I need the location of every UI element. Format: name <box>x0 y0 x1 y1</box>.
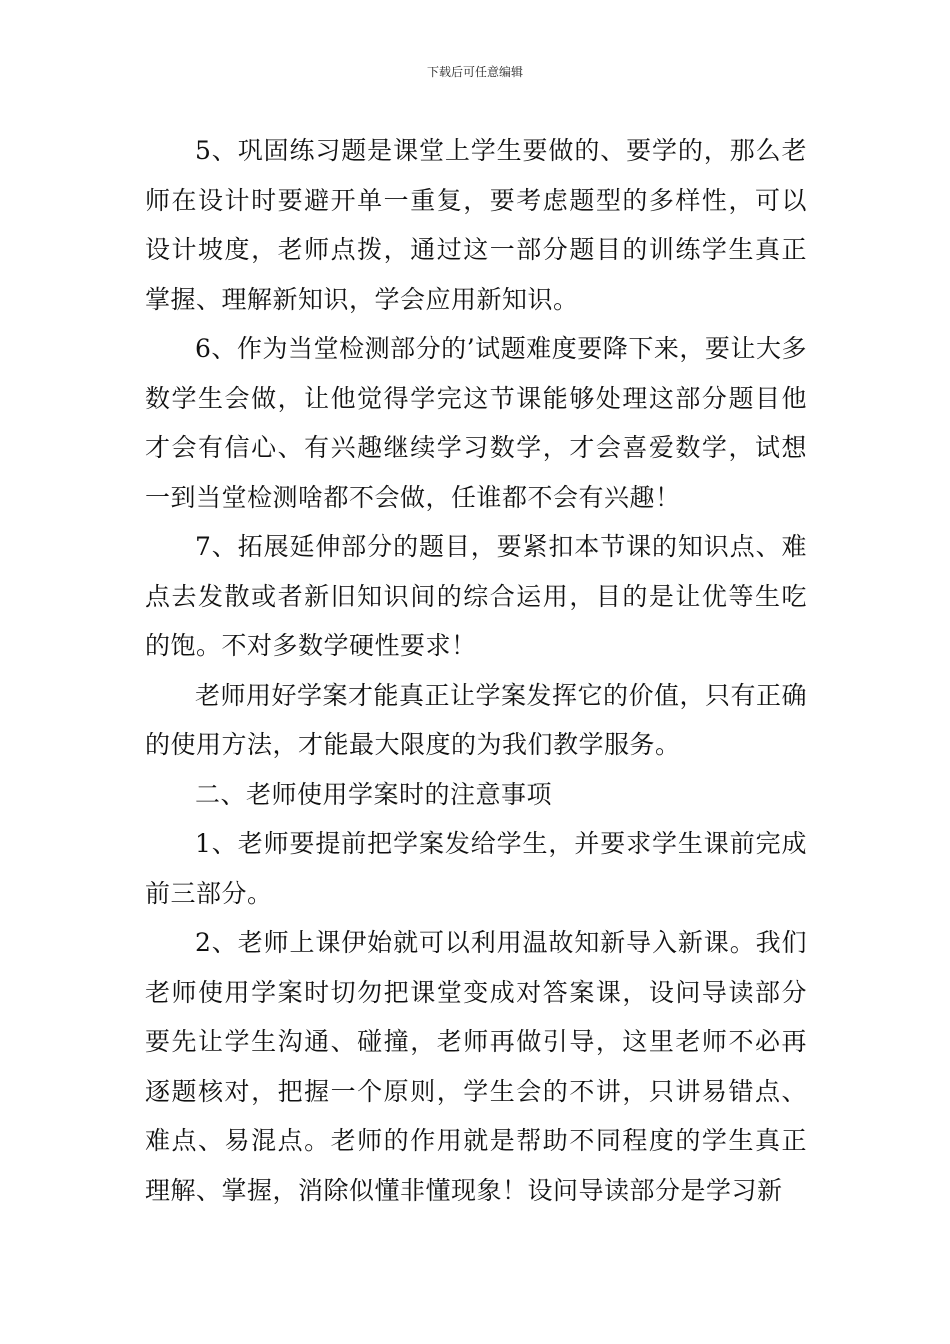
paragraph-summary: 老师用好学案才能真正让学案发挥它的价值，只有正确的使用方法，才能最大限度的为我们教学服务。 <box>145 680 808 759</box>
paragraph-note-1: 1、老师要提前把学案发给学生，并要求学生课前完成前三部分。 <box>145 829 807 908</box>
section-heading: 二、老师使用学案时的注意事项 <box>195 779 553 809</box>
paragraph-item-6: 6、作为当堂检测部分的’试题难度要降下来，要让大多数学生会做，让他觉得学完这节课能够处理这部分题目他才会有信心、有兴趣继续学习数学，才会喜爱数学，试想一到当堂检测啥都不会做，任谁都不会有兴趣！ <box>145 334 807 512</box>
paragraph-note-2: 2、老师上课伊始就可以利用温故知新导入新课。我们老师使用学案时切勿把课堂变成对答案课，设问导读部分要先让学生沟通、碰撞，老师再做引导，这里老师不必再逐题核对，把握一个原则，学生会的不讲，只讲易错点、难点、易混点。老师的作用就是帮助不同程度的学生真正理解、掌握，消除似懂非懂现象！设问导读部分是学习新 <box>145 928 807 1205</box>
document-body <box>145 126 807 1215</box>
paragraph-item-7: 7、拓展延伸部分的题目，要紧扣本节课的知识点、难点去发散或者新旧知识间的综合运用，目的是让优等生吃的饱。不对多数学硬性要求！ <box>145 532 807 660</box>
page-header: 下载后可任意编辑 <box>426 65 523 79</box>
paragraph-item-5: 5、巩固练习题是课堂上学生要做的、要学的，那么老师在设计时要避开单一重复，要考虑题型的多样性，可以设计坡度，老师点拨，通过这一部分题目的训练学生真正掌握、理解新知识，学会应用新知识。 <box>145 136 807 314</box>
